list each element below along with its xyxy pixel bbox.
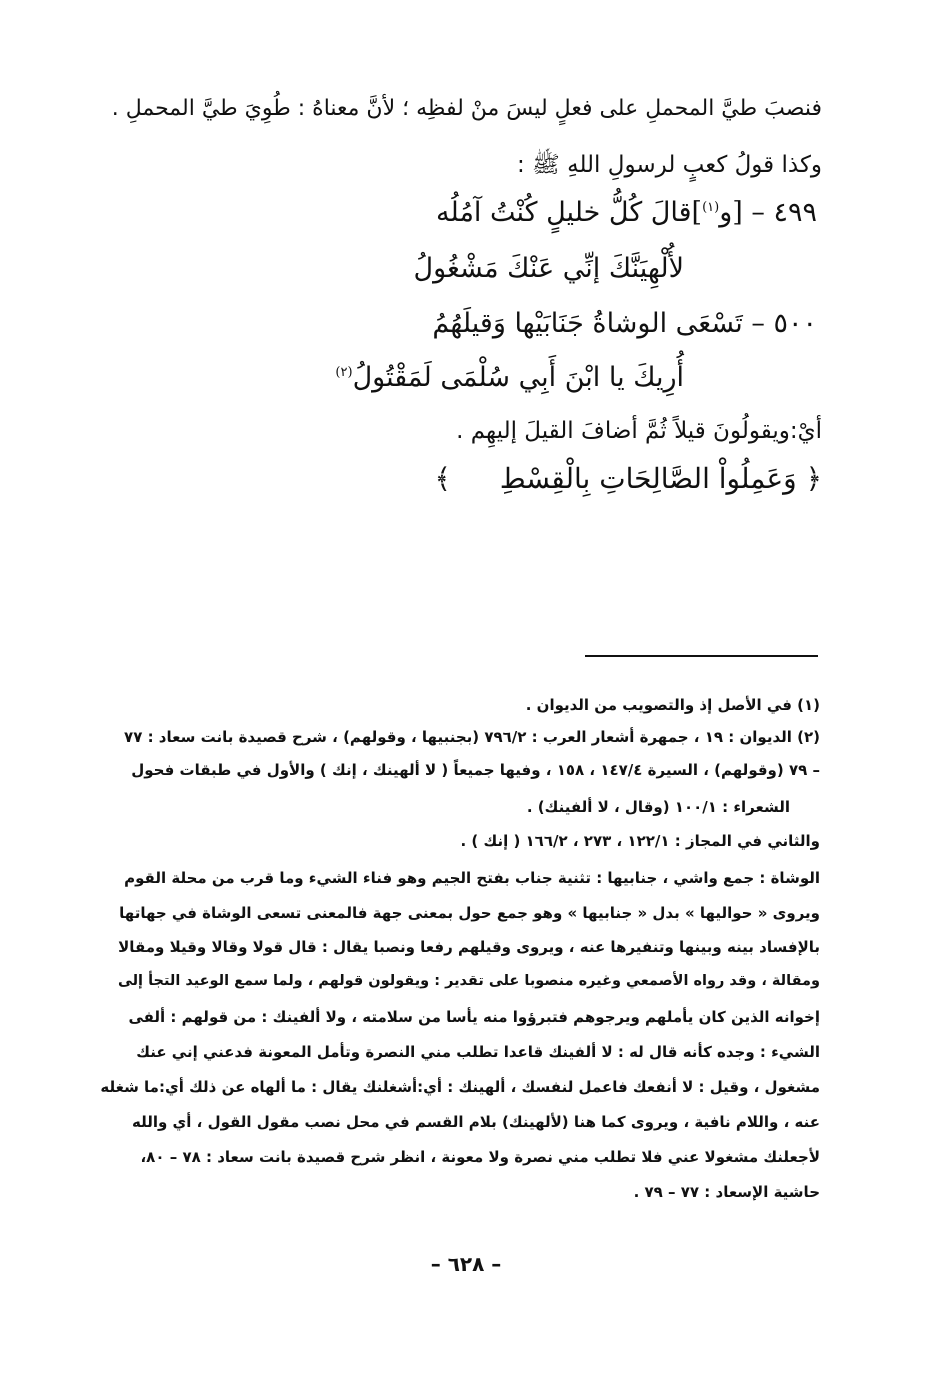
footnote-2-line-5: الوشاة : جمع واشي ، جنابيها : تثنية جناب بفتح الجيم وهو فناء الشيء وما قرب من محلة القوم xyxy=(124,869,820,887)
footnote-1: (١) في الأصل إذ والتصويب من الديوان . xyxy=(525,696,820,714)
verse-500-second-hemistich xyxy=(335,362,684,393)
verse-500-text: أُرِيكَ يا ابْنَ أَبِي سُلْمَى لَمَقْتُولُ xyxy=(352,362,684,393)
body-line-after-verses: أيْ:ويقولُونَ قيلاً ثُمَّ أضافَ القيلَ إليهِم . xyxy=(456,418,822,444)
body-line-1: فنصبَ طيَّ المحملِ على فعلٍ ليسَ منْ لفظِه ؛ لأنَّ معناهُ : طُوِيَ طيَّ المحملِ . xyxy=(111,96,822,121)
quran-verse-text: وَعَمِلُواْ الصَّالِحَاتِ بِالْقِسْطِ xyxy=(499,462,797,495)
footnote-2-line-11: مشغول ، وقيل : لا أنفعك فاعمل لنفسك ، ألهينك : أي:أشغلنك يقال : ما ألهاه عن ذلك أي:ما شغله xyxy=(100,1078,820,1096)
footnote-2-line-6: ويروى « حواليها » بدل « جنابيها » وهو جمع حول بمعنى جهة فالمعنى تسعى الوشاة في جهاتها xyxy=(119,904,820,922)
footnote-2-line-10: الشيء : وجده كأنه قال له : لا ألفينك قاعدا تطلب مني النصرة وتأمل المعونة فدعني إني عنك xyxy=(136,1043,820,1061)
verse-499-second-hemistich: لأُلْهِيَنَّكَ إنِّي عَنْكَ مَشْغُولُ xyxy=(413,253,684,284)
footnote-ref-2: (٢) xyxy=(335,365,353,380)
footnote-2-line-4: والثاني في المجاز : ١٢٢/١ ، ٢٧٣ ، ١٦٦/٢ ( إنك ) . xyxy=(460,832,820,850)
quran-open-bracket: ﴿ xyxy=(805,462,822,495)
body-line-2: وكذا قولُ كعبٍ لرسولِ اللهِ ﷺ : xyxy=(516,152,822,178)
page-number: – ٦٢٨ – xyxy=(430,1252,502,1276)
footnote-2-line-14: حاشية الإسعاد : ٧٧ – ٧٩ . xyxy=(633,1183,820,1201)
verse-500-first-hemistich: ٥٠٠ – تَسْعَى الوشاةُ جَنَابَيْها وَقيلَهُمُ xyxy=(432,308,817,339)
footnote-2-line-7: بالإفساد بينه وبينها وتنفيرها عنه ، ويروى وقيلهم رفعا ونصبا يقال : قال قولا وقالا وقيلا ومقالا xyxy=(118,938,820,956)
verse-499-number: ٤٩٩ – [و xyxy=(719,197,817,228)
footnote-2-line-1: (٢) الديوان : ١٩ ، جمهرة أشعار العرب : ٧٩٦/٢ (بجنبيها ، وقولهم) ، شرح قصيدة بانت سعاد : ٧٧ xyxy=(124,728,820,746)
verse-499-text: ]قالَ كُلُّ خليلٍ كُنْتُ آمُلُه xyxy=(436,197,703,228)
footnote-2-line-12: عنه ، واللام نافية ، ويروى كما هنا (لألهينك) بلام القسم في محل نصب مقول القول ، أي والله xyxy=(132,1113,820,1131)
footnote-2-line-8: ومقالة ، وقد رواه الأصمعي وغيره منصوبا على تقدير : ويقولون قولهم ، ولما سمع الوعيد التجأ إلى xyxy=(117,973,820,989)
footnote-2-line-13: لأجعلنك مشغولا عني فلا تطلب مني نصرة ولا معونة ، انظر شرح قصيدة بانت سعاد : ٧٨ – ٨٠، xyxy=(140,1148,820,1166)
footnote-ref-1: (١) xyxy=(702,200,720,215)
quran-close-bracket: ﴾ xyxy=(434,462,451,495)
footnote-separator xyxy=(585,655,818,657)
footnote-2-line-9: إخوانه الذين كان يأملهم ويرجوهم فتبرؤوا منه يأسا من سلامته ، ولا ألفينك : من قولهم : ألفى xyxy=(128,1008,820,1026)
footnote-2-line-2: – ٧٩ (وقولهم) ، السيرة ١٤٧/٤ ، ١٥٨ ، وفيها جميعاً ( لا ألهينك ، إنك ) والأول في طبقات فحول xyxy=(131,761,820,779)
verse-499-first-hemistich xyxy=(436,197,817,228)
quran-quote xyxy=(434,462,822,495)
footnote-2-line-3: الشعراء : ١٠٠/١ (وقال ، لا ألفينك) . xyxy=(526,798,790,816)
